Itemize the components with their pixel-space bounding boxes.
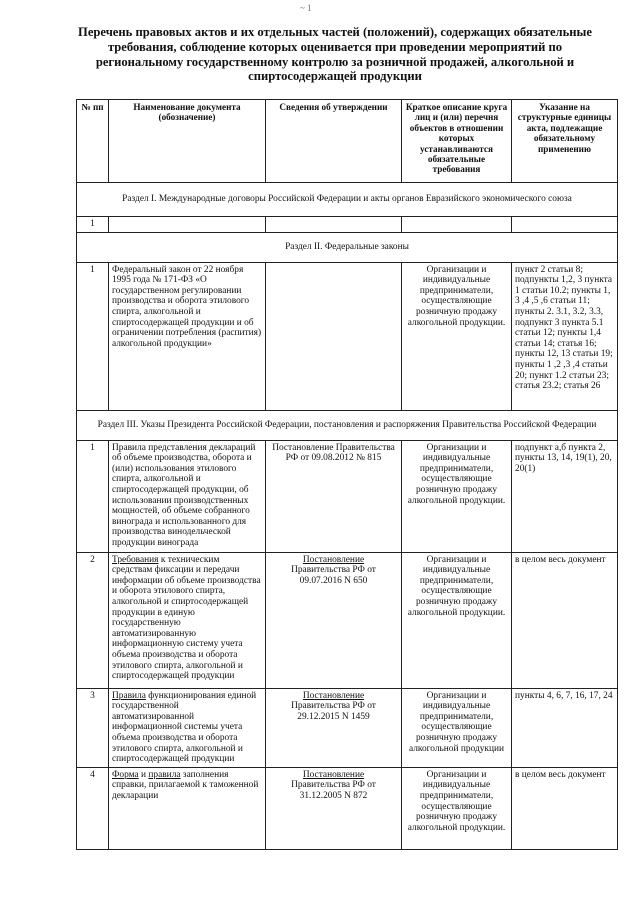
page-mark: ~ 1 — [300, 3, 312, 13]
approval-link[interactable]: Постановление — [302, 769, 365, 780]
row-units: в целом весь документ — [512, 767, 618, 849]
approval-link[interactable]: Постановление — [302, 690, 365, 701]
row-num: 1 — [77, 217, 109, 233]
row-num: 1 — [77, 262, 109, 410]
row-name-text: функционирования единой государственной автоматизированной информационной системы учета объема производства и оборота этилового спирта, алкогольной и спиртосодержащей продукции — [112, 690, 257, 765]
table-row — [77, 767, 618, 849]
row-name-link[interactable]: Правила — [112, 690, 146, 701]
row-units: пункты 4, 6, 7, 16, 17, 24 — [512, 688, 618, 767]
section-2-title: Раздел II. Федеральные законы — [77, 232, 618, 262]
row-num: 2 — [77, 552, 109, 688]
section-2-row — [77, 232, 618, 262]
row-approval — [266, 552, 402, 688]
section-3-row — [77, 410, 618, 440]
approval-text: Правительства РФ от 31.12.2005 N 872 — [291, 780, 376, 801]
row-name-link[interactable]: Требования — [112, 554, 159, 565]
row-name-link[interactable]: Форма — [112, 769, 139, 780]
row-scope: Организации и индивидуальные предприниматели, осуществляющие розничную продажу алкогольной продукции. — [402, 767, 512, 849]
row-scope: Организации и индивидуальные предприниматели, осуществляющие розничную продажу алкогольной продукции. — [402, 552, 512, 688]
table-row — [77, 552, 618, 688]
row-units: в целом весь документ — [512, 552, 618, 688]
header-name: Наименование документа (обозначение) — [109, 100, 266, 183]
row-name-text: заполнения справки, прилагаемой к таможенной декларации — [112, 769, 259, 801]
row-approval — [266, 262, 402, 410]
header-units: Указание на структурные единицы акта, подлежащие обязательному применению — [512, 100, 618, 183]
table-row — [77, 440, 618, 552]
row-num: 1 — [77, 440, 109, 552]
row-scope: Организации и индивидуальные предприниматели, осуществляющие розничную продажу алкогольной продукции — [402, 688, 512, 767]
row-name-text: к техническим средствам фиксации и передачи информации об объеме производства и оборота этилового спирта, алкогольной и спиртосодержащей продукции в единую государственную автоматизированную информационную систему учета объема производства и оборота этилового спирта, алкогольной и спиртосодержащей продукции — [112, 554, 261, 682]
approval-text: Правительства РФ от 09.07.2016 N 650 — [291, 565, 376, 586]
table-row — [77, 262, 618, 410]
table-header-row — [77, 100, 618, 183]
row-name: Правила представления деклараций об объеме производства, оборота и (или) использования этилового спирта, алкогольной и спиртосодержащей продукции, об использовании производственных мощностей, об объеме собранного винограда и использованного для производства винодельческой продукции винограда — [109, 440, 266, 552]
row-scope: Организации и индивидуальные предприниматели, осуществляющие розничную продажу алкогольной продукции. — [402, 262, 512, 410]
header-scope: Краткое описание круга лиц и (или) перечня объектов в отношении которых устанавливаются обязательные требования — [402, 100, 512, 183]
row-name: Федеральный закон от 22 ноября 1995 года № 171-ФЗ «О государственном регулировании производства и оборота этилового спирта, алкогольной и спиртосодержащей продукции и об ограничении потребления (распития) алкогольной продукции» — [109, 262, 266, 410]
row-units: подпункт а,б пункта 2, пункты 13, 14, 19(1), 20, 20(1) — [512, 440, 618, 552]
section-1-row — [77, 183, 618, 217]
section-1-title: Раздел I. Международные договоры Российской Федерации и акты органов Евразийского экономического союза — [77, 183, 618, 217]
row-name — [109, 688, 266, 767]
row-name — [109, 767, 266, 849]
row-approval — [266, 767, 402, 849]
row-approval: Постановление Правительства РФ от 09.08.2012 № 815 — [266, 440, 402, 552]
acts-table — [76, 99, 618, 850]
row-name-conj: и — [138, 769, 149, 780]
row-num: 3 — [77, 688, 109, 767]
header-approval: Сведения об утверждении — [266, 100, 402, 183]
row-scope: Организации и индивидуальные предприниматели, осуществляющие розничную продажу алкогольной продукции. — [402, 440, 512, 552]
approval-text: Правительства РФ от 29.12.2015 N 1459 — [291, 701, 376, 722]
row-approval — [266, 688, 402, 767]
row-name — [109, 552, 266, 688]
table-row — [77, 688, 618, 767]
section-3-title: Раздел III. Указы Президента Российской Федерации, постановления и распоряжения Правительства Российской Федерации — [77, 410, 618, 440]
row-units: пункт 2 статьи 8; подпункты 1,2, 3 пункта 1 статьи 10.2; пункты 1, 3 ,4 ,5 ,6 статьи 11; пункты 2. 3.1, 3.2, 3.3, подпункт 3 пункта 5.1 статьи 12; пункты 1,4 статьи 14; статья 16; пункты 12, 13 статьи 19; пункты 1 ,2 ,3 ,4 статьи 20; пункт 1.2 статьи 23; статья 23.2; статья 26 — [512, 262, 618, 410]
row-num: 4 — [77, 767, 109, 849]
row-name-link-2[interactable]: правила — [148, 769, 181, 780]
approval-link[interactable]: Постановление — [302, 554, 365, 565]
table-row — [77, 217, 618, 233]
document-title: Перечень правовых актов и их отдельных частей (положений), содержащих обязательные требования, соблюдение которых оценивается при проведении мероприятий по региональному государственному контролю за розничной продажей, алкогольной и спиртосодержащей продукции — [78, 25, 592, 84]
header-num: № пп — [77, 100, 109, 183]
